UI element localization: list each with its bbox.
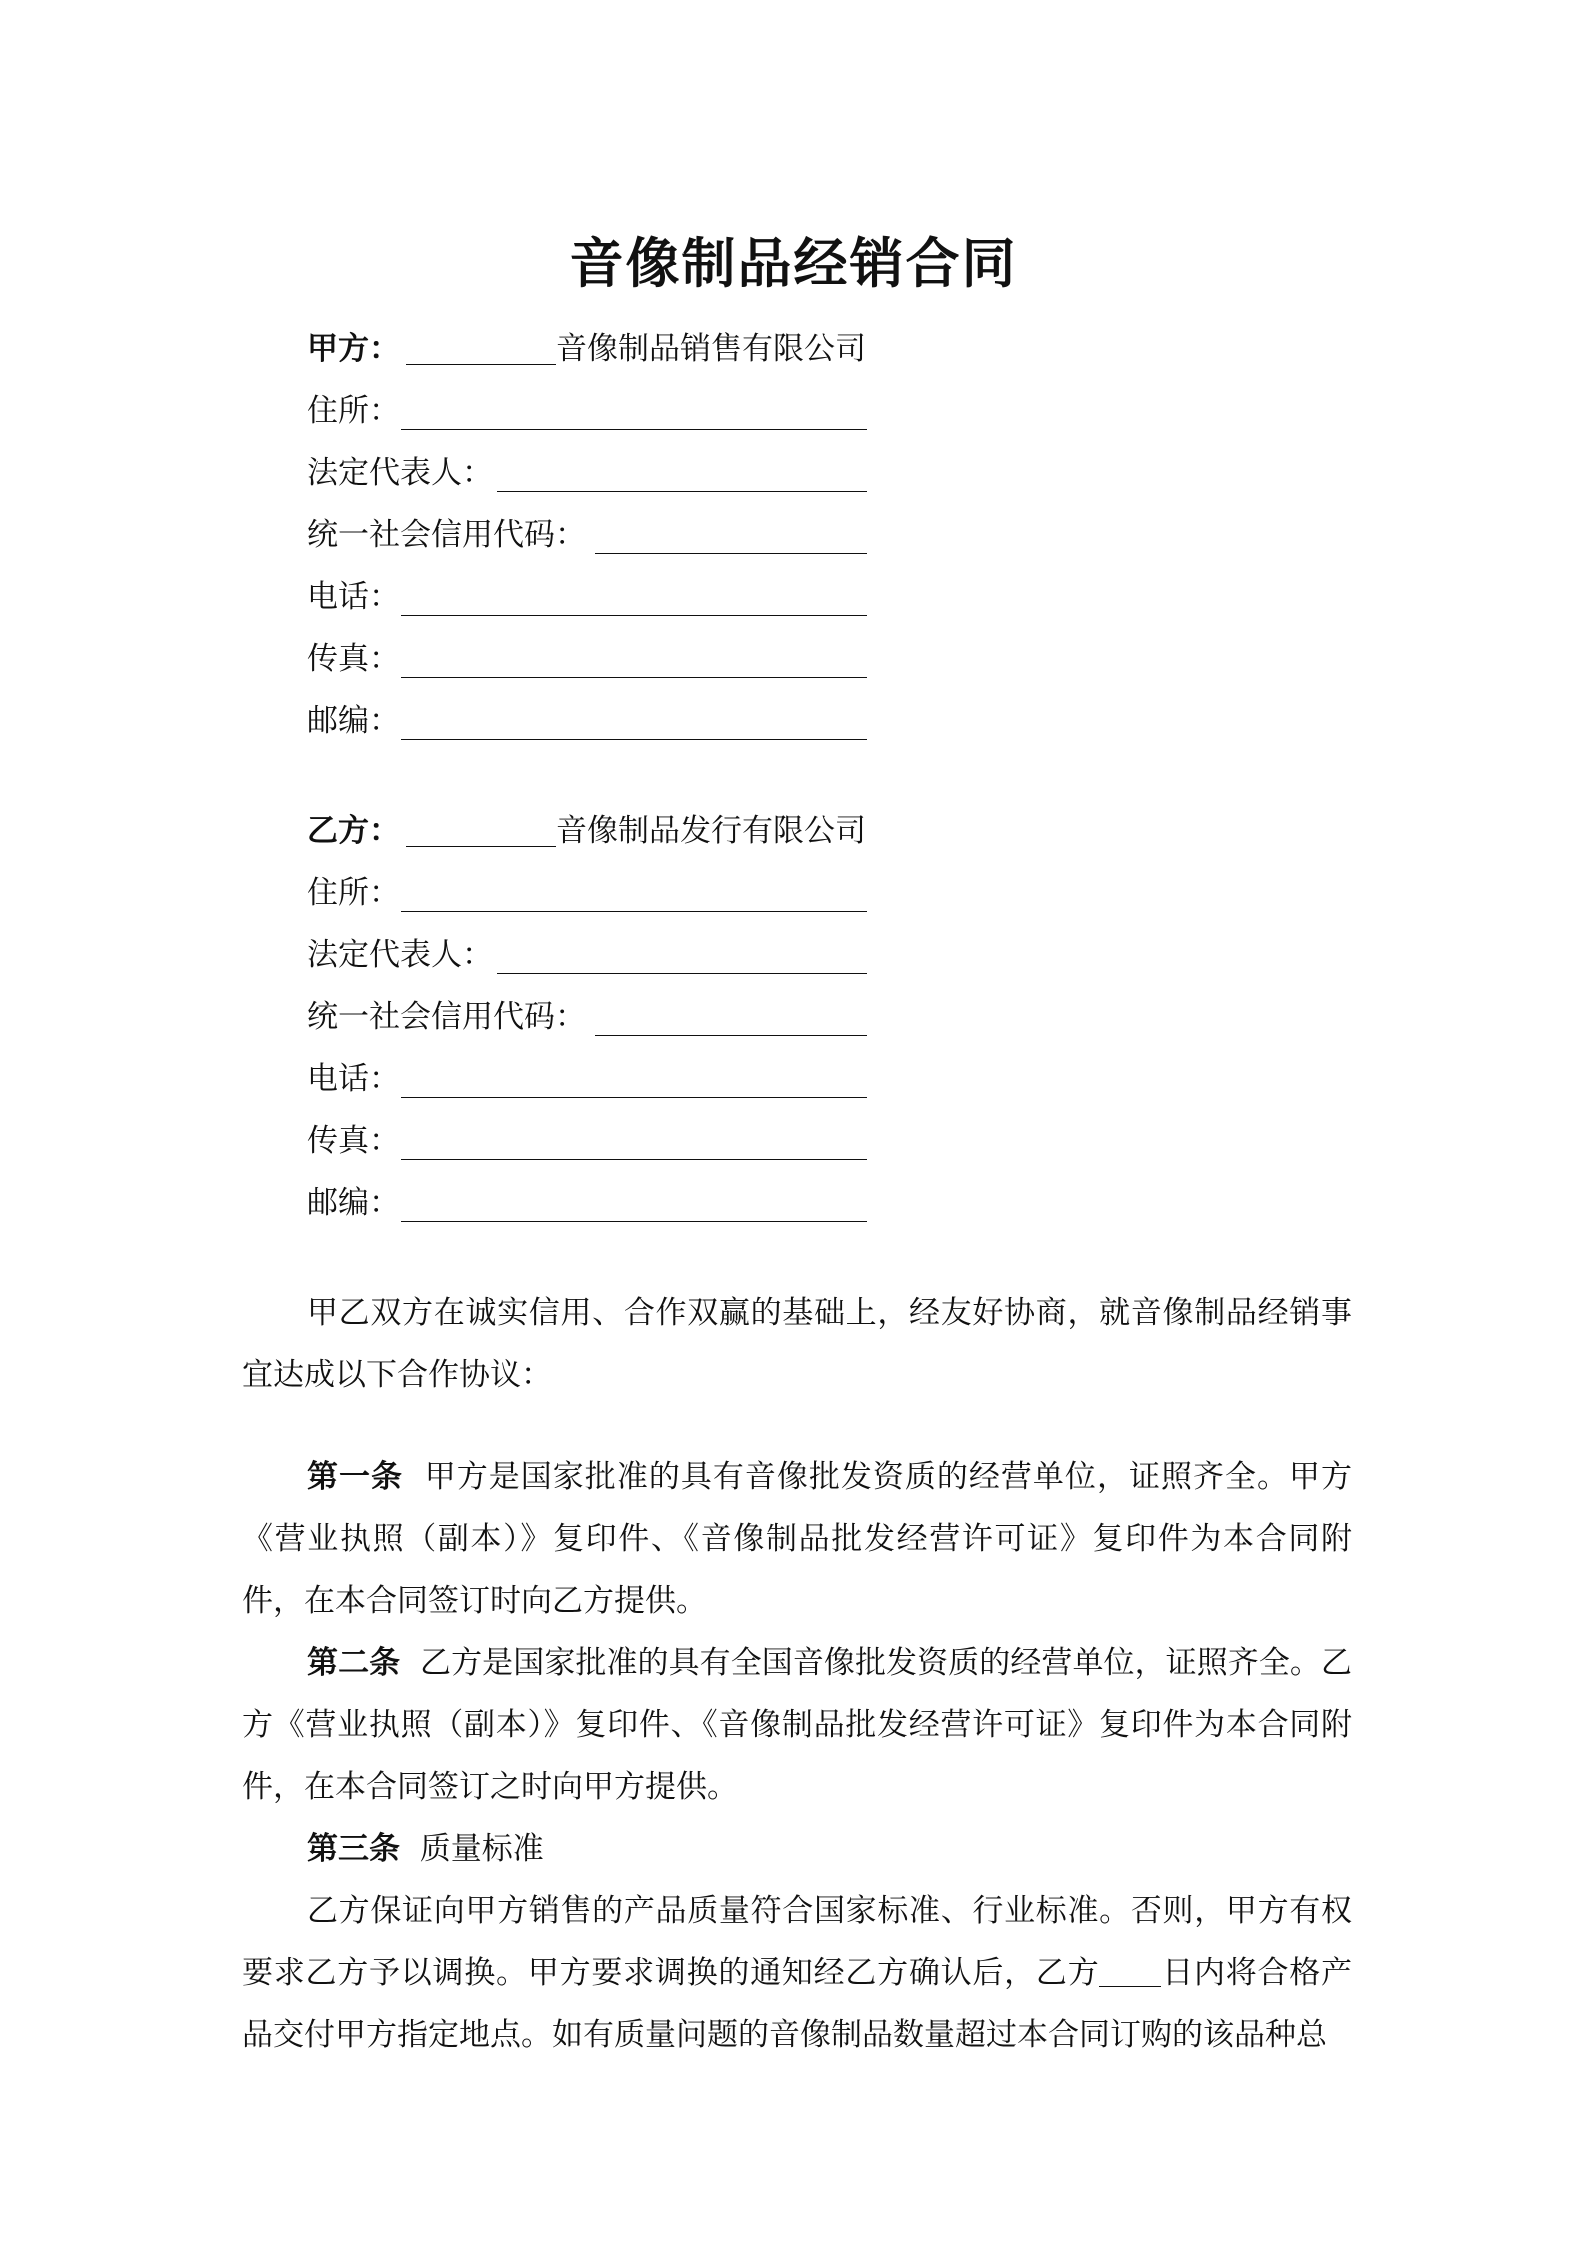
party-a-address-row (307, 380, 867, 442)
party-a-label: 甲方： (307, 331, 400, 367)
party-b-name-row (307, 800, 867, 862)
article-1 (242, 1446, 1352, 1632)
field-label: 法定代表人： (307, 937, 493, 973)
article-3 (242, 1818, 1352, 1880)
party-b-phone-field[interactable] (401, 1097, 867, 1098)
field-label: 电话： (307, 1061, 400, 1097)
party-b-block (307, 800, 867, 1234)
party-b-label: 乙方： (307, 813, 400, 849)
party-b-phone-row (307, 1048, 867, 1110)
article-1-text: 甲方是国家批准的具有音像批发资质的经营单位，证照齐全。甲方《营业执照（副本）》复印件、《音像制品批发经营许可证》复印件为本合同附件，在本合同签订时向乙方提供。 (242, 1459, 1353, 1619)
page-title: 音像制品经销合同 (569, 231, 1018, 295)
article-2-text: 乙方是国家批准的具有全国音像批发资质的经营单位，证照齐全。乙方《营业执照（副本）》复印件、《音像制品批发经营许可证》复印件为本合同附件，在本合同签订之时向甲方提供。 (242, 1645, 1352, 1805)
field-label: 法定代表人： (307, 455, 493, 491)
intro-paragraph: 甲乙双方在诚实信用、合作双赢的基础上，经友好协商，就音像制品经销事宜达成以下合作协议： (242, 1295, 1352, 1393)
field-label: 传真： (307, 641, 400, 677)
article-2 (242, 1632, 1352, 1818)
party-a-name-row (307, 318, 867, 380)
party-a-address-field[interactable] (401, 429, 867, 430)
party-a-phone-row (307, 566, 867, 628)
party-a-rep-row (307, 442, 867, 504)
party-b-rep-row (307, 924, 867, 986)
party-b-credit-row (307, 986, 867, 1048)
party-a-fax-field[interactable] (401, 677, 867, 678)
article-2-head: 第二条 (307, 1645, 401, 1681)
party-a-credit-field[interactable] (595, 553, 867, 554)
party-a-phone-field[interactable] (401, 615, 867, 616)
party-b-credit-field[interactable] (595, 1035, 867, 1036)
article-3-body (242, 1880, 1352, 2066)
article-3-body-after: 日内将合格产品交付甲方指定地点。如有质量问题的音像制品数量超过本合同订购的该品种总 (242, 1955, 1352, 2053)
party-a-zip-field[interactable] (401, 739, 867, 740)
party-b-name-blank[interactable] (406, 812, 556, 847)
article-3-body-before: 乙方保证向甲方销售的产品质量符合国家标准、行业标准。否则，甲方有权要求乙方予以调换。甲方要求调换的通知经乙方确认后，乙方 (242, 1893, 1352, 1991)
field-label: 电话： (307, 579, 400, 615)
field-label: 邮编： (307, 703, 400, 739)
article-3-head: 第三条 (307, 1831, 400, 1867)
party-b-fax-field[interactable] (401, 1159, 867, 1160)
field-label: 住所： (307, 875, 400, 911)
field-label: 统一社会信用代码： (307, 999, 586, 1035)
party-b-zip-row (307, 1172, 867, 1234)
party-a-zip-row (307, 690, 867, 752)
party-b-fax-row (307, 1110, 867, 1172)
party-a-name-blank[interactable] (406, 330, 556, 365)
field-label: 传真： (307, 1123, 400, 1159)
party-a-block (307, 318, 867, 752)
days-blank[interactable] (1099, 1958, 1161, 1987)
field-label: 统一社会信用代码： (307, 517, 586, 553)
party-b-rep-field[interactable] (497, 973, 867, 974)
party-a-fax-row (307, 628, 867, 690)
party-a-rep-field[interactable] (497, 491, 867, 492)
party-b-zip-field[interactable] (401, 1221, 867, 1222)
field-label: 住所： (307, 393, 400, 429)
contract-body (242, 1282, 1352, 2066)
party-b-address-row (307, 862, 867, 924)
party-b-address-field[interactable] (401, 911, 867, 912)
article-1-head: 第一条 (307, 1459, 404, 1495)
party-b-company: 音像制品发行有限公司 (556, 813, 866, 849)
field-label: 邮编： (307, 1185, 400, 1221)
article-3-text: 质量标准 (419, 1831, 544, 1867)
party-a-company: 音像制品销售有限公司 (556, 331, 866, 367)
party-a-credit-row (307, 504, 867, 566)
